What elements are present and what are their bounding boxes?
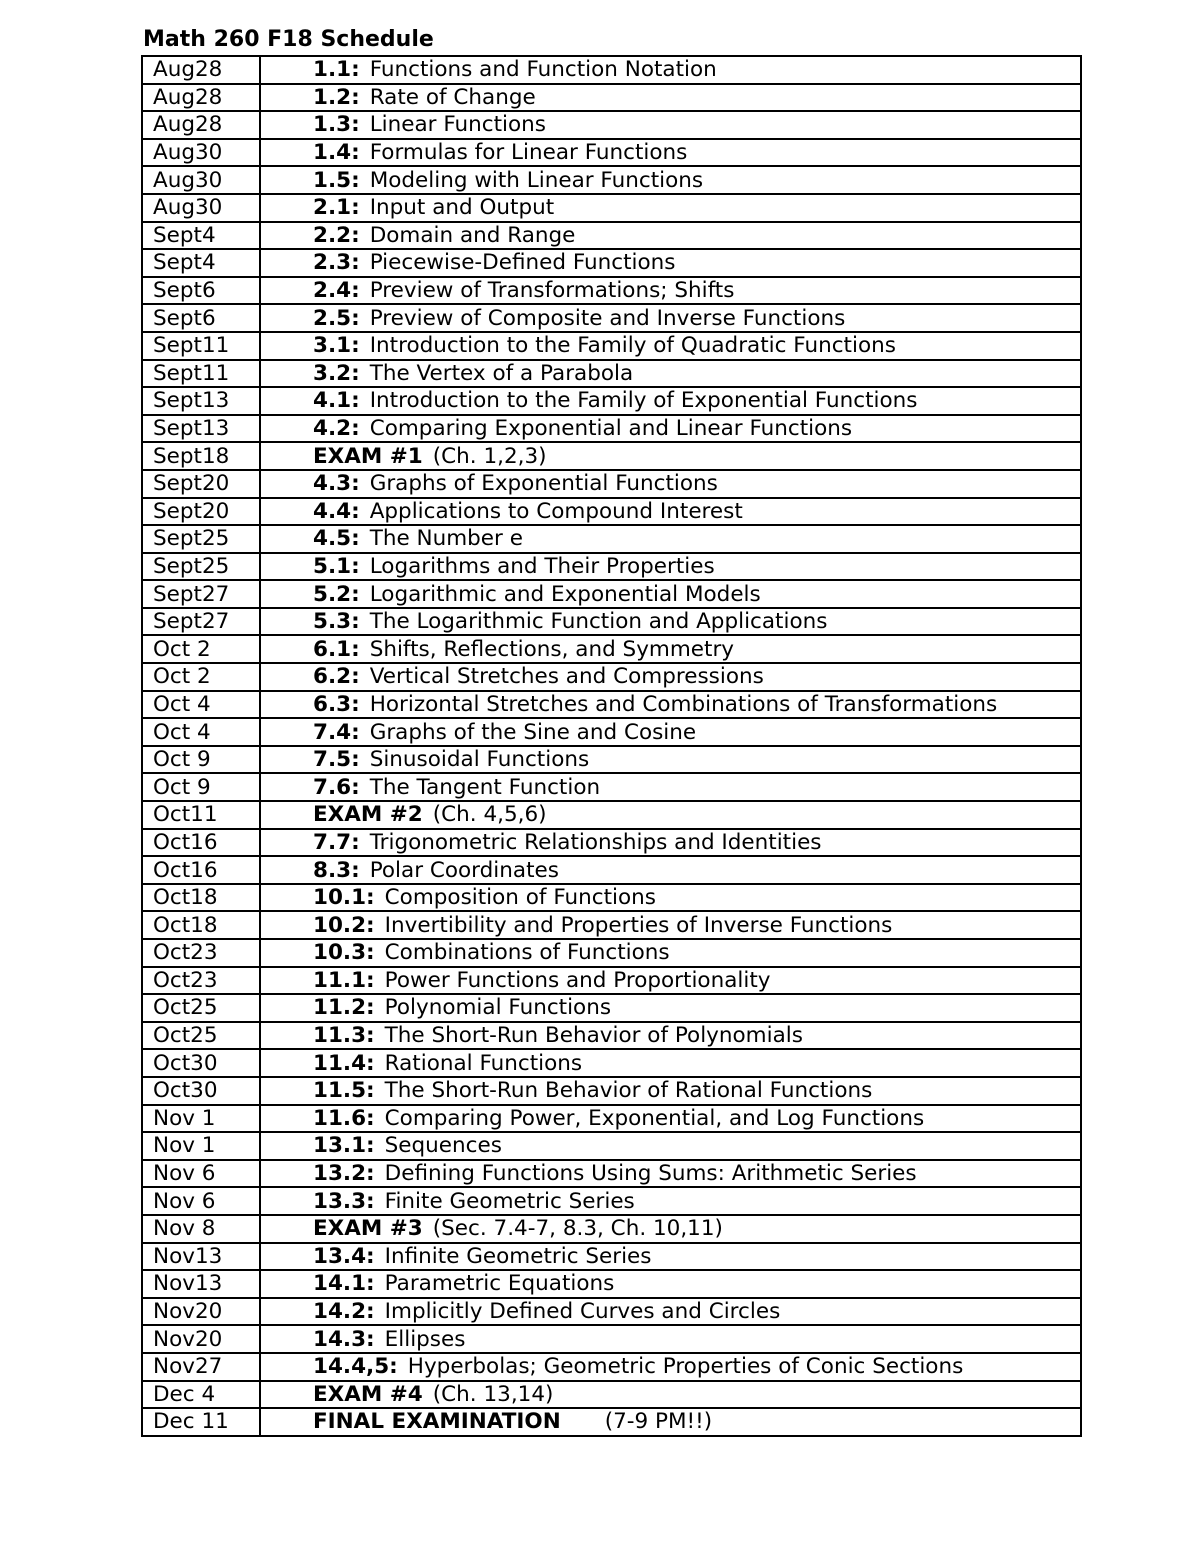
topic-cell (260, 442, 1081, 470)
date-cell: Aug28 (142, 111, 260, 139)
topic-cell (260, 1353, 1081, 1381)
date-cell: Sept18 (142, 442, 260, 470)
topic-cell (260, 360, 1081, 388)
table-row (142, 635, 1081, 663)
section-label: 6.2: (313, 664, 360, 690)
table-row (142, 84, 1081, 112)
section-label: EXAM #2 (313, 802, 423, 828)
topic-text: Polar Coordinates (369, 857, 559, 883)
topic-text: (7-9 PM!!) (604, 1409, 713, 1435)
topic-cell (260, 939, 1081, 967)
topic-text: Rational Functions (384, 1050, 583, 1076)
date-cell: Oct30 (142, 1077, 260, 1105)
date-cell: Sept27 (142, 608, 260, 636)
section-label: 4.2: (313, 416, 360, 442)
table-row-final (142, 1408, 1081, 1436)
topic-text: Infinite Geometric Series (384, 1243, 652, 1269)
topic-cell (260, 194, 1081, 222)
section-label: 13.3: (313, 1188, 375, 1214)
topic-text: Horizontal Stretches and Combinations of Transformations (369, 691, 998, 717)
table-row (142, 1049, 1081, 1077)
table-row (142, 663, 1081, 691)
date-cell: Oct 2 (142, 663, 260, 691)
topic-cell (260, 387, 1081, 415)
table-row (142, 525, 1081, 553)
topic-text: Linear Functions (369, 112, 546, 138)
table-row (142, 608, 1081, 636)
topic-text: Defining Functions Using Sums: Arithmetic Series (384, 1161, 917, 1187)
date-cell: Oct18 (142, 911, 260, 939)
topic-text: Logarithms and Their Properties (369, 553, 715, 579)
date-cell: Sept4 (142, 222, 260, 250)
topic-cell (260, 746, 1081, 774)
table-row (142, 1298, 1081, 1326)
date-cell: Aug30 (142, 194, 260, 222)
table-row (142, 911, 1081, 939)
topic-cell (260, 635, 1081, 663)
topic-cell (260, 84, 1081, 112)
date-cell: Sept27 (142, 580, 260, 608)
topic-text: Functions and Function Notation (369, 57, 717, 83)
table-row (142, 1270, 1081, 1298)
topic-text: Introduction to the Family of Exponential Functions (369, 388, 918, 414)
topic-cell (260, 1187, 1081, 1215)
section-label: 2.5: (313, 305, 360, 331)
section-label: 10.2: (313, 912, 375, 938)
topic-cell (260, 332, 1081, 360)
topic-cell (260, 967, 1081, 995)
section-label: 1.5: (313, 167, 360, 193)
topic-text: Piecewise-Defined Functions (369, 250, 676, 276)
topic-cell (260, 56, 1081, 84)
section-label: 1.1: (313, 57, 360, 83)
topic-cell (260, 1215, 1081, 1243)
topic-cell (260, 1049, 1081, 1077)
topic-cell (260, 801, 1081, 829)
table-row (142, 939, 1081, 967)
topic-text: Applications to Compound Interest (369, 498, 743, 524)
section-label: 4.3: (313, 471, 360, 497)
section-label: 4.5: (313, 526, 360, 552)
topic-text: Vertical Stretches and Compressions (369, 664, 764, 690)
date-cell: Dec 4 (142, 1381, 260, 1409)
topic-cell (260, 1105, 1081, 1133)
date-cell: Nov 1 (142, 1132, 260, 1160)
topic-text: Preview of Composite and Inverse Functions (369, 305, 846, 331)
topic-cell (260, 718, 1081, 746)
date-cell: Sept13 (142, 415, 260, 443)
topic-cell (260, 304, 1081, 332)
date-cell: Oct16 (142, 856, 260, 884)
topic-text: (Ch. 13,14) (432, 1381, 554, 1407)
page-title: Math 260 F18 Schedule (143, 27, 434, 52)
topic-text: Trigonometric Relationships and Identities (369, 829, 822, 855)
topic-cell (260, 1243, 1081, 1271)
date-cell: Oct23 (142, 967, 260, 995)
table-row (142, 1381, 1081, 1409)
section-label: 4.4: (313, 498, 360, 524)
table-row (142, 249, 1081, 277)
table-row (142, 360, 1081, 388)
section-label: 2.3: (313, 250, 360, 276)
section-label: 7.7: (313, 829, 360, 855)
date-cell: Oct25 (142, 994, 260, 1022)
date-cell: Oct 9 (142, 746, 260, 774)
topic-text: (Ch. 4,5,6) (432, 802, 547, 828)
section-label: 11.1: (313, 967, 375, 993)
topic-text: Implicitly Defined Curves and Circles (384, 1299, 781, 1325)
section-label: 13.1: (313, 1133, 375, 1159)
date-cell: Sept20 (142, 498, 260, 526)
topic-text: Introduction to the Family of Quadratic Functions (369, 333, 896, 359)
section-label: 11.6: (313, 1105, 375, 1131)
topic-cell (260, 1381, 1081, 1409)
table-row (142, 139, 1081, 167)
topic-cell (260, 498, 1081, 526)
table-row (142, 856, 1081, 884)
topic-text: (Sec. 7.4-7, 8.3, Ch. 10,11) (432, 1216, 723, 1242)
section-label: 10.3: (313, 940, 375, 966)
topic-cell (260, 249, 1081, 277)
date-cell: Aug28 (142, 84, 260, 112)
date-cell: Oct 4 (142, 691, 260, 719)
table-row (142, 1325, 1081, 1353)
topic-text: The Logarithmic Function and Applications (369, 609, 828, 635)
date-cell: Nov13 (142, 1270, 260, 1298)
section-label: EXAM #4 (313, 1381, 423, 1407)
section-label: 13.4: (313, 1243, 375, 1269)
topic-cell (260, 166, 1081, 194)
date-cell: Sept11 (142, 360, 260, 388)
date-cell: Nov13 (142, 1243, 260, 1271)
topic-cell (260, 1022, 1081, 1050)
date-cell: Nov 6 (142, 1160, 260, 1188)
section-label: 1.3: (313, 112, 360, 138)
table-row (142, 773, 1081, 801)
topic-text: Combinations of Functions (384, 940, 670, 966)
topic-cell (260, 111, 1081, 139)
table-row (142, 1105, 1081, 1133)
table-row (142, 332, 1081, 360)
section-label: EXAM #1 (313, 443, 423, 469)
section-label: 13.2: (313, 1161, 375, 1187)
topic-cell (260, 1270, 1081, 1298)
date-cell: Oct11 (142, 801, 260, 829)
date-cell: Sept6 (142, 304, 260, 332)
topic-text: Input and Output (369, 195, 555, 221)
section-label: EXAM #3 (313, 1216, 423, 1242)
topic-text: Hyperbolas; Geometric Properties of Conic Sections (407, 1354, 964, 1380)
section-label: 5.2: (313, 581, 360, 607)
section-label: 14.2: (313, 1299, 375, 1325)
table-row (142, 691, 1081, 719)
table-row (142, 415, 1081, 443)
section-label: 7.5: (313, 747, 360, 773)
section-label: FINAL EXAMINATION (313, 1409, 561, 1435)
section-label: 14.1: (313, 1271, 375, 1297)
section-label: 7.4: (313, 719, 360, 745)
section-label: 6.3: (313, 691, 360, 717)
date-cell: Nov20 (142, 1325, 260, 1353)
date-cell: Sept13 (142, 387, 260, 415)
table-row (142, 1160, 1081, 1188)
section-label: 14.4,5: (313, 1354, 398, 1380)
section-label: 1.4: (313, 140, 360, 166)
topic-text: The Tangent Function (369, 774, 601, 800)
topic-text: The Vertex of a Parabola (369, 360, 634, 386)
date-cell: Oct18 (142, 884, 260, 912)
topic-cell (260, 1408, 1081, 1436)
date-cell: Oct25 (142, 1022, 260, 1050)
topic-cell (260, 663, 1081, 691)
topic-cell (260, 856, 1081, 884)
section-label: 14.3: (313, 1326, 375, 1352)
section-label: 3.1: (313, 333, 360, 359)
date-cell: Sept25 (142, 553, 260, 581)
topic-cell (260, 277, 1081, 305)
section-label: 4.1: (313, 388, 360, 414)
section-label: 11.4: (313, 1050, 375, 1076)
section-label: 11.3: (313, 1023, 375, 1049)
topic-text: Power Functions and Proportionality (384, 967, 771, 993)
topic-text: (Ch. 1,2,3) (432, 443, 547, 469)
table-row (142, 1187, 1081, 1215)
date-cell: Oct16 (142, 829, 260, 857)
topic-cell (260, 525, 1081, 553)
date-cell: Oct 9 (142, 773, 260, 801)
topic-cell (260, 1077, 1081, 1105)
section-label: 5.3: (313, 609, 360, 635)
table-row (142, 470, 1081, 498)
table-row (142, 304, 1081, 332)
topic-text: Shifts, Reflections, and Symmetry (369, 636, 735, 662)
date-cell: Aug30 (142, 166, 260, 194)
topic-text: Modeling with Linear Functions (369, 167, 704, 193)
topic-cell (260, 1132, 1081, 1160)
table-row (142, 277, 1081, 305)
topic-text: Rate of Change (369, 84, 536, 110)
topic-text: Polynomial Functions (384, 995, 612, 1021)
date-cell: Nov27 (142, 1353, 260, 1381)
topic-text: Graphs of Exponential Functions (369, 471, 718, 497)
table-row (142, 222, 1081, 250)
section-label: 3.2: (313, 360, 360, 386)
date-cell: Sept11 (142, 332, 260, 360)
topic-text: Parametric Equations (384, 1271, 615, 1297)
topic-cell (260, 1325, 1081, 1353)
table-row (142, 1077, 1081, 1105)
topic-text: The Short-Run Behavior of Polynomials (384, 1023, 803, 1049)
table-row (142, 1243, 1081, 1271)
date-cell: Sept20 (142, 470, 260, 498)
topic-cell (260, 580, 1081, 608)
section-label: 2.4: (313, 278, 360, 304)
topic-text: Comparing Power, Exponential, and Log Functions (384, 1105, 925, 1131)
date-cell: Nov20 (142, 1298, 260, 1326)
topic-cell (260, 139, 1081, 167)
date-cell: Oct23 (142, 939, 260, 967)
section-label: 5.1: (313, 553, 360, 579)
date-cell: Nov 6 (142, 1187, 260, 1215)
date-cell: Nov 8 (142, 1215, 260, 1243)
section-label: 2.2: (313, 222, 360, 248)
date-cell: Dec 11 (142, 1408, 260, 1436)
table-row (142, 967, 1081, 995)
table-row (142, 166, 1081, 194)
section-label: 7.6: (313, 774, 360, 800)
topic-cell (260, 1298, 1081, 1326)
table-row (142, 553, 1081, 581)
table-row (142, 56, 1081, 84)
schedule-table (141, 55, 1082, 1437)
table-row (142, 1215, 1081, 1243)
table-row (142, 1353, 1081, 1381)
section-label: 8.3: (313, 857, 360, 883)
topic-cell (260, 691, 1081, 719)
topic-cell (260, 773, 1081, 801)
topic-cell (260, 884, 1081, 912)
section-label: 1.2: (313, 84, 360, 110)
topic-text: Graphs of the Sine and Cosine (369, 719, 697, 745)
topic-text: Domain and Range (369, 222, 576, 248)
topic-text: Ellipses (384, 1326, 466, 1352)
table-row (142, 194, 1081, 222)
topic-text: Sequences (384, 1133, 502, 1159)
topic-text: Composition of Functions (384, 885, 656, 911)
topic-text: Formulas for Linear Functions (369, 140, 688, 166)
table-row (142, 580, 1081, 608)
section-label: 2.1: (313, 195, 360, 221)
date-cell: Aug28 (142, 56, 260, 84)
date-cell: Oct30 (142, 1049, 260, 1077)
topic-cell (260, 911, 1081, 939)
table-row (142, 746, 1081, 774)
date-cell: Sept6 (142, 277, 260, 305)
date-cell: Sept25 (142, 525, 260, 553)
table-row (142, 829, 1081, 857)
date-cell: Sept4 (142, 249, 260, 277)
topic-cell (260, 994, 1081, 1022)
date-cell: Aug30 (142, 139, 260, 167)
section-label: 11.2: (313, 995, 375, 1021)
table-row (142, 801, 1081, 829)
topic-text: Finite Geometric Series (384, 1188, 635, 1214)
table-row (142, 442, 1081, 470)
table-row (142, 1022, 1081, 1050)
topic-cell (260, 553, 1081, 581)
topic-text: Sinusoidal Functions (369, 747, 590, 773)
topic-cell (260, 470, 1081, 498)
topic-text: The Short-Run Behavior of Rational Functions (384, 1078, 873, 1104)
date-cell: Oct 2 (142, 635, 260, 663)
topic-text: Preview of Transformations; Shifts (369, 278, 735, 304)
table-row (142, 718, 1081, 746)
topic-cell (260, 222, 1081, 250)
table-row (142, 1132, 1081, 1160)
table-row (142, 387, 1081, 415)
section-label: 6.1: (313, 636, 360, 662)
topic-text: The Number e (369, 526, 523, 552)
topic-cell (260, 829, 1081, 857)
section-label: 10.1: (313, 885, 375, 911)
table-row (142, 498, 1081, 526)
date-cell: Oct 4 (142, 718, 260, 746)
topic-text: Comparing Exponential and Linear Functions (369, 416, 853, 442)
topic-text: Logarithmic and Exponential Models (369, 581, 761, 607)
date-cell: Nov 1 (142, 1105, 260, 1133)
table-row (142, 994, 1081, 1022)
table-row (142, 884, 1081, 912)
topic-cell (260, 608, 1081, 636)
schedule-body (142, 56, 1081, 1436)
section-label: 11.5: (313, 1078, 375, 1104)
topic-cell (260, 1160, 1081, 1188)
topic-cell (260, 415, 1081, 443)
topic-text: Invertibility and Properties of Inverse Functions (384, 912, 893, 938)
table-row (142, 111, 1081, 139)
